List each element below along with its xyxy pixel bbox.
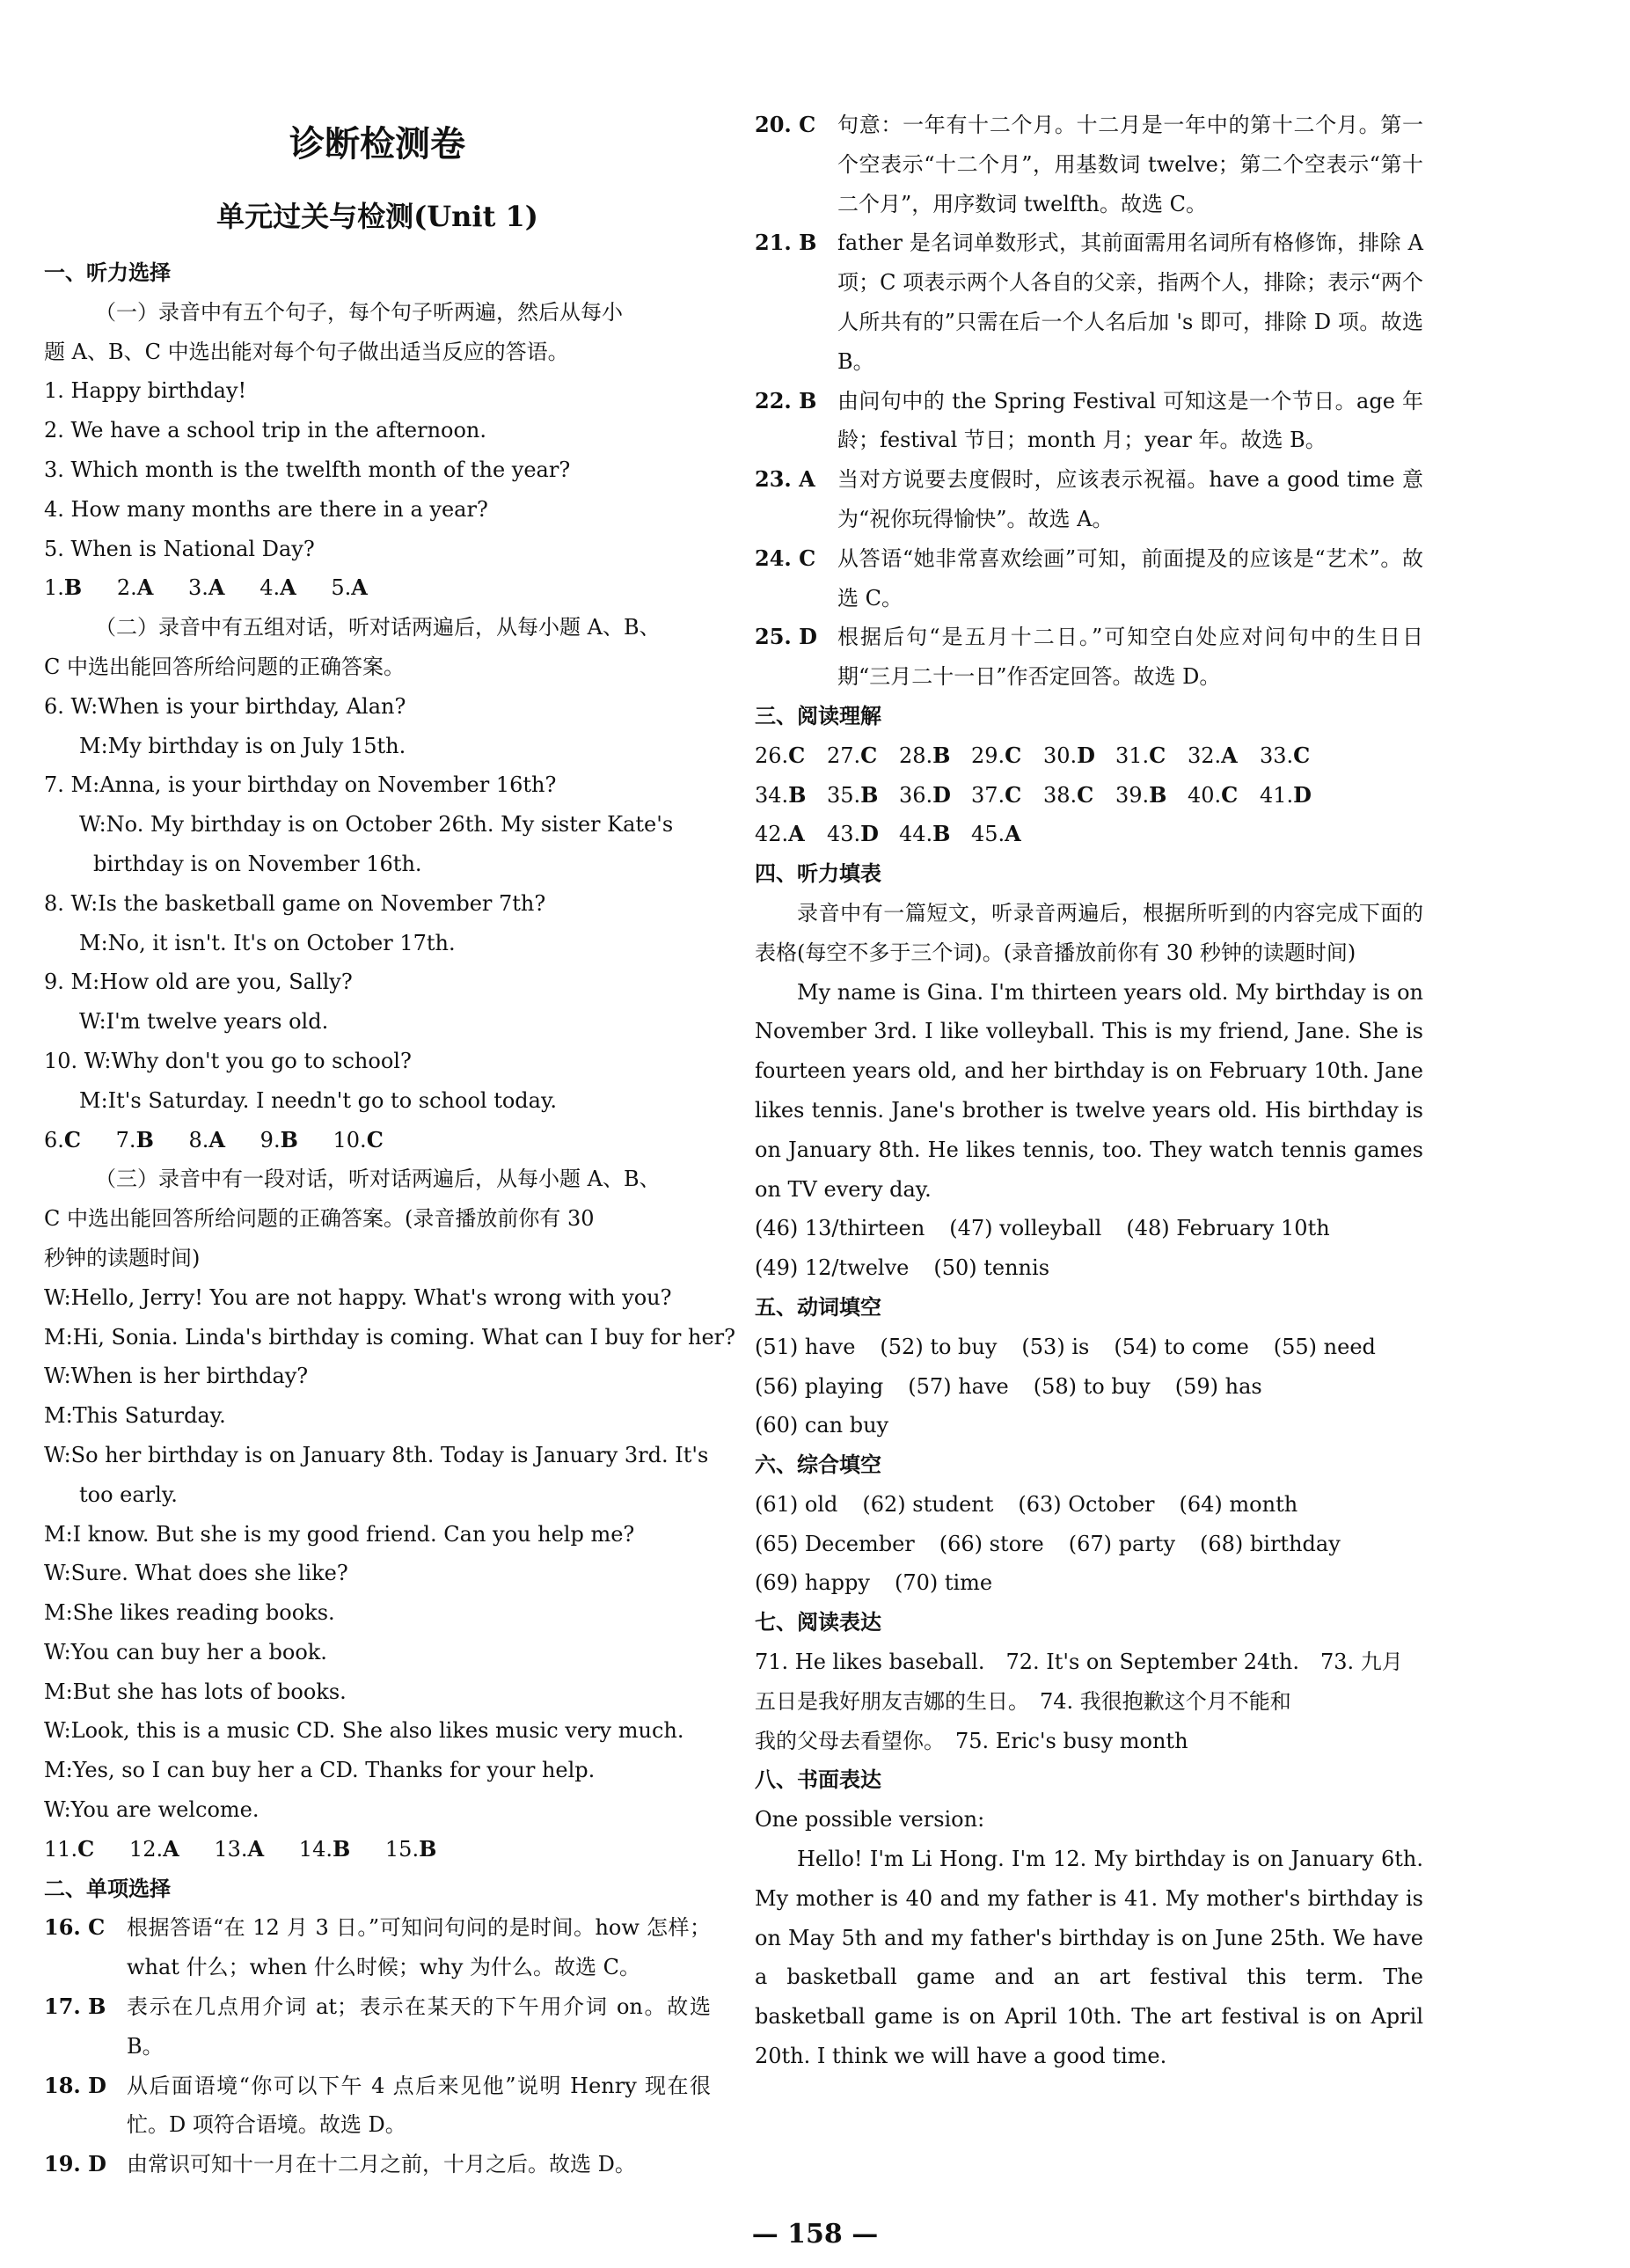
page-title: 诊断检测卷 [289,123,465,165]
dialogue-line: W:You are welcome. [44,1797,259,1823]
answer-letter: D [932,781,951,808]
answer-number: 32. [1188,743,1222,768]
answer-item [827,815,899,854]
answer-number: 41. [1260,782,1294,808]
question-answer: 16. C [44,1914,106,1941]
dialogue-line: 10. W:Why don't you go to school? [44,1048,412,1073]
fill-answer: (65) December [755,1531,915,1556]
left-column [44,106,735,2184]
section-heading-reading: 三、阅读理解 [755,702,881,728]
answer-item: 14.B [298,1835,351,1862]
answer-number: 35. [827,782,861,808]
fill-answer: (51) have [755,1334,856,1359]
dialogue-line: M:But she has lots of books. [44,1679,347,1704]
fill-answer: (64) month [1179,1491,1298,1517]
answer-letter: B [860,781,879,808]
answer-item [1188,736,1260,776]
explanation-list [44,1908,711,2184]
answer-line: 71. He likes baseball. 72. It's on September 24th. 73. 九月 [755,1650,1403,1675]
question-answer: 23. A [755,466,815,493]
fill-answer: (59) has [1174,1373,1262,1399]
answer-item [1115,736,1188,776]
dialogue-line: W:Look, this is a music CD. She also likes music very much. [44,1718,684,1744]
dialogue-line: W:I'm twelve years old. [79,1009,329,1035]
dialogue-line: W:You can buy her a book. [44,1639,327,1664]
section-heading-listening: 一、听力选择 [44,260,171,285]
answer-letter: A [1221,742,1238,768]
answer-item [1260,776,1332,816]
answer-number: 37. [971,782,1005,808]
essay-intro: One possible version: [755,1807,985,1833]
explanation-text: father 是名词单数形式，其前面需用名词所有格修饰，排除 A 项；C 项表示两个人各自的父亲，指两个人，排除；表示“两个人所共有的”只需在后一个人名后加 's 即可，排除 D 项。故选 B。 [837,230,1423,374]
answer-item: 6.C [44,1126,82,1152]
answer-number: 44. [899,822,933,847]
answer-item [755,776,827,816]
answer-item: 4.A [259,574,296,601]
fill-answer: (50) tennis [933,1255,1050,1281]
dialogue-line: M:Yes, so I can buy her a CD. Thanks for your help. [44,1758,596,1783]
answer-letter: C [1221,781,1239,808]
listening-passage: My name is Gina. I'm thirteen years old. My birthday is on November 3rd. I like volleyball. This is my friend, Jane. She is fourteen years old, and her birthday is on February 10th. Jane likes tennis. Jane's brother is twelve years old. His birthday is on January 8th. He likes tennis, too. They watch tennis games on TV every day. [755,979,1423,1202]
explanation-item [755,618,1423,697]
explanation-item [755,223,1423,381]
answer-number: 42. [755,822,789,847]
answer-number: 34. [755,782,789,808]
fill-answer: (56) playing [755,1373,884,1399]
answer-row [755,1406,1423,1445]
explanation-item [755,539,1423,618]
dialogue-block [44,687,711,1121]
fill-answer: (61) old [755,1491,838,1517]
section-heading-single-choice: 二、单项选择 [44,1875,171,1901]
answer-number: 26. [755,743,789,768]
answer-row [755,1367,1423,1407]
answer-item: 5.A [331,574,368,601]
explanation-item [755,460,1423,539]
explanation-text: 从答语“她非常喜欢绘画”可知，前面提及的应该是“艺术”。故选 C。 [837,545,1423,611]
answer-item: 15.B [384,1835,437,1862]
instruction-line: 题 A、B、C 中选出能对每个句子做出适当反应的答语。 [44,339,569,364]
answer-row [755,1563,1423,1603]
explanation-text: 从后面语境“你可以下午 4 点后来见他”说明 Henry 现在很忙。D 项符合语境。故选 D。 [127,2073,711,2138]
dialogue-line: W:When is her birthday? [44,1364,309,1389]
dialogue-line: M:Hi, Sonia. Linda's birthday is coming. What can I buy for her? [44,1324,735,1350]
answer-item [971,815,1043,854]
right-column [755,106,1423,2076]
answer-letter: B [932,742,951,768]
explanation-item [44,2067,711,2146]
answer-row [755,1525,1423,1564]
answer-letter: D [1077,742,1095,768]
answer-letter: D [1293,781,1312,808]
fill-answer: (68) birthday [1200,1531,1341,1556]
sentence-line: 4. How many months are there in a year? [44,496,488,522]
explanation-item [44,1987,711,2067]
answer-letter: C [1005,781,1022,808]
fill-answer: (57) have [908,1373,1009,1399]
explanation-text: 根据答语“在 12 月 3 日。”可知问句问的是时间。how 怎样；what 什么；when 什么时候；why 为什么。故选 C。 [127,1915,711,1980]
answer-line: 我的父母去看望你。 75. Eric's busy month [755,1728,1188,1753]
answer-number: 38. [1043,782,1078,808]
fill-answer: (60) can buy [755,1413,889,1438]
answer-number: 43. [827,822,861,847]
explanation-text: 由问句中的 the Spring Festival 可知这是一个节日。age 年龄；festival 节日；month 月；year 年。故选 B。 [837,388,1423,453]
instruction-text: 录音中有一篇短文，听录音两遍后，根据所听到的内容完成下面的表格(每空不多于三个词)。(录音播放前你有 30 秒钟的读题时间) [755,900,1423,965]
answer-row [755,1209,1423,1248]
question-answer: 25. D [755,624,817,650]
answer-number: 39. [1115,782,1150,808]
explanation-text: 句意：一年有十二个月。十二月是一年中的第十二个月。第一个空表示“十二个月”，用基数词 twelve；第二个空表示“第十二个月”，用序数词 twelfth。故选 C。 [837,113,1423,216]
answer-row [755,1328,1423,1367]
fill-answer: (58) to buy [1033,1373,1151,1399]
dialogue-line: M:She likes reading books. [44,1600,335,1626]
answer-item: 7.B [115,1126,154,1152]
answer-item: 9.B [259,1126,298,1152]
answer-item [827,776,899,816]
explanation-text: 由常识可知十一月在十二月之前，十月之后。故选 D。 [127,2152,636,2177]
fill-answer: (66) store [939,1531,1044,1556]
answer-item [971,736,1043,776]
sentence-line: 2. We have a school trip in the afternoon. [44,418,487,443]
answer-item [971,776,1043,816]
fill-answer: (70) time [894,1570,993,1596]
fill-answer: (52) to buy [880,1334,998,1359]
answer-letter: A [1005,821,1021,847]
dialogue-line: birthday is on November 16th. [93,851,422,876]
answer-item [827,736,899,776]
answer-number: 27. [827,743,861,768]
answer-row [755,1248,1423,1288]
answer-row [44,1830,711,1869]
section-heading-reading-expression: 七、阅读表达 [755,1609,881,1635]
answer-number: 31. [1115,743,1150,768]
dialogue-line: too early. [79,1482,178,1507]
answer-grid [755,736,1423,854]
answer-item [899,776,971,816]
answer-letter: C [1077,781,1094,808]
dialogue-line: M:It's Saturday. I needn't go to school today. [79,1087,557,1113]
answer-letter: C [860,742,878,768]
answer-number: 29. [971,743,1005,768]
sentence-line: 3. Which month is the twelfth month of the year? [44,457,571,482]
answer-item [755,815,827,854]
answer-number: 28. [899,743,933,768]
answer-letter: C [1149,742,1166,768]
fill-answer: (69) happy [755,1570,870,1596]
section-heading-writing: 八、书面表达 [755,1767,881,1793]
answer-item: 11.C [44,1835,95,1862]
sentence-line: 1. Happy birthday! [44,378,247,404]
answer-item: 8.A [188,1126,226,1152]
answer-number: 36. [899,782,933,808]
answer-letter: C [1005,742,1022,768]
question-answer: 24. C [755,545,816,571]
instruction-line: （一）录音中有五个句子，每个句子听两遍，然后从每小 [95,299,623,325]
answer-row [44,1121,711,1160]
explanation-item [44,1908,711,1987]
answer-number: 30. [1043,743,1078,768]
answer-letter: B [1149,781,1167,808]
dialogue-line: M:My birthday is on July 15th. [79,733,406,758]
answer-item [1260,736,1332,776]
page-number: — 158 — [751,2219,879,2250]
sentence-line: 5. When is National Day? [44,536,315,561]
question-answer: 19. D [44,2151,106,2177]
fill-answer: (54) to come [1114,1334,1249,1359]
question-answer: 22. B [755,387,817,413]
dialogue-line: W:Hello, Jerry! You are not happy. What's wrong with you? [44,1284,672,1310]
question-answer: 18. D [44,2072,106,2098]
answer-row [755,1485,1423,1525]
dialogue-line: W:So her birthday is on January 8th. Today is January 3rd. It's [44,1442,709,1467]
dialogue-line: 9. M:How old are you, Sally? [44,969,353,995]
answer-item: 3.A [188,574,225,601]
answer-letter: B [932,821,951,847]
dialogue-line: W:No. My birthday is on October 26th. My sister Kate's [79,812,674,838]
answer-letter: C [1293,742,1311,768]
dialogue-line: M:This Saturday. [44,1403,226,1429]
question-answer: 21. B [755,230,817,256]
answer-number: 45. [971,822,1005,847]
answer-item: 1.B [44,574,83,601]
instruction-line: C 中选出能回答所给问题的正确答案。 [44,654,405,679]
dialogue-line: 7. M:Anna, is your birthday on November 16th? [44,772,557,798]
section-heading-listening-table: 四、听力填表 [755,860,881,887]
explanation-item [755,106,1423,223]
answer-item: 2.A [116,574,154,601]
explanation-item [755,382,1423,461]
section-heading-verb-fill: 五、动词填空 [755,1293,881,1320]
fill-answer: (63) October [1018,1491,1155,1517]
section-heading-cloze: 六、综合填空 [755,1452,881,1478]
unit-subtitle: 单元过关与检测(Unit 1) [216,200,538,233]
fill-answer: (49) 12/twelve [755,1255,910,1281]
question-answer: 17. B [44,1994,106,2020]
explanation-list [755,106,1423,697]
dialogue-line: 8. W:Is the basketball game on November 7th? [44,890,546,916]
answer-item [899,815,971,854]
answer-item [1043,776,1115,816]
answer-item: 10.C [333,1126,384,1152]
answer-item [755,736,827,776]
dialogue-line: M:I know. But she is my good friend. Can you help me? [44,1521,635,1547]
fill-answer: (47) volleyball [949,1216,1102,1241]
answer-item: 13.A [214,1835,265,1862]
answer-item [1188,776,1260,816]
explanation-text: 表示在几点用介词 at；表示在某天的下午用介词 on。故选 B。 [127,1994,711,2059]
answer-item [899,736,971,776]
answer-item [1115,776,1188,816]
explanation-text: 当对方说要去度假时，应该表示祝福。have a good time 意为“祝你玩得愉快”。故选 A。 [837,467,1423,531]
dialogue-block [44,1278,735,1830]
answer-number: 40. [1188,782,1222,808]
fill-answer: (48) February 10th [1126,1216,1330,1241]
instruction-line: （二）录音中有五组对话，听对话两遍后，从每小题 A、B、 [95,615,661,640]
answer-item: 12.A [128,1835,179,1862]
fill-answer: (67) party [1068,1531,1176,1556]
answer-number: 33. [1260,743,1294,768]
explanation-text: 根据后句“是五月十二日。”可知空白处应对问句中的生日日期“三月二十一日”作否定回答。故选 D。 [837,625,1423,690]
instruction-line: C 中选出能回答所给问题的正确答案。(录音播放前你有 30 [44,1206,595,1232]
instruction-line: （三）录音中有一段对话，听对话两遍后，从每小题 A、B、 [95,1167,661,1192]
explanation-item [44,2145,711,2184]
model-essay: Hello! I'm Li Hong. I'm 12. My birthday is on January 6th. My mother is 40 and my father is 41. My mother's birthday is on May 5th and my father's birthday is on June 25th. We have a basketball game and an art festival this term. The basketball game is on April 10th. The art festival is on April 20th. I think we will have a good time. [755,1847,1423,2069]
answer-letter: D [860,821,879,847]
answer-letter: B [788,781,807,808]
answer-letter: A [788,821,805,847]
answer-row [44,568,711,608]
dialogue-line: 6. W:When is your birthday, Alan? [44,693,406,719]
instruction-line: 秒钟的读题时间) [44,1245,201,1270]
answer-item [1043,736,1115,776]
answer-letter: C [788,742,806,768]
fill-answer: (53) is [1021,1334,1090,1359]
answer-line: 五日是我好朋友吉娜的生日。 74. 我很抱歉这个月不能和 [755,1688,1291,1714]
question-answer: 20. C [755,112,816,137]
dialogue-line: W:Sure. What does she like? [44,1561,348,1586]
fill-answer: (55) need [1273,1334,1376,1359]
dialogue-line: M:No, it isn't. It's on October 17th. [79,930,456,955]
fill-answer: (46) 13/thirteen [755,1216,925,1241]
fill-answer: (62) student [862,1491,994,1517]
